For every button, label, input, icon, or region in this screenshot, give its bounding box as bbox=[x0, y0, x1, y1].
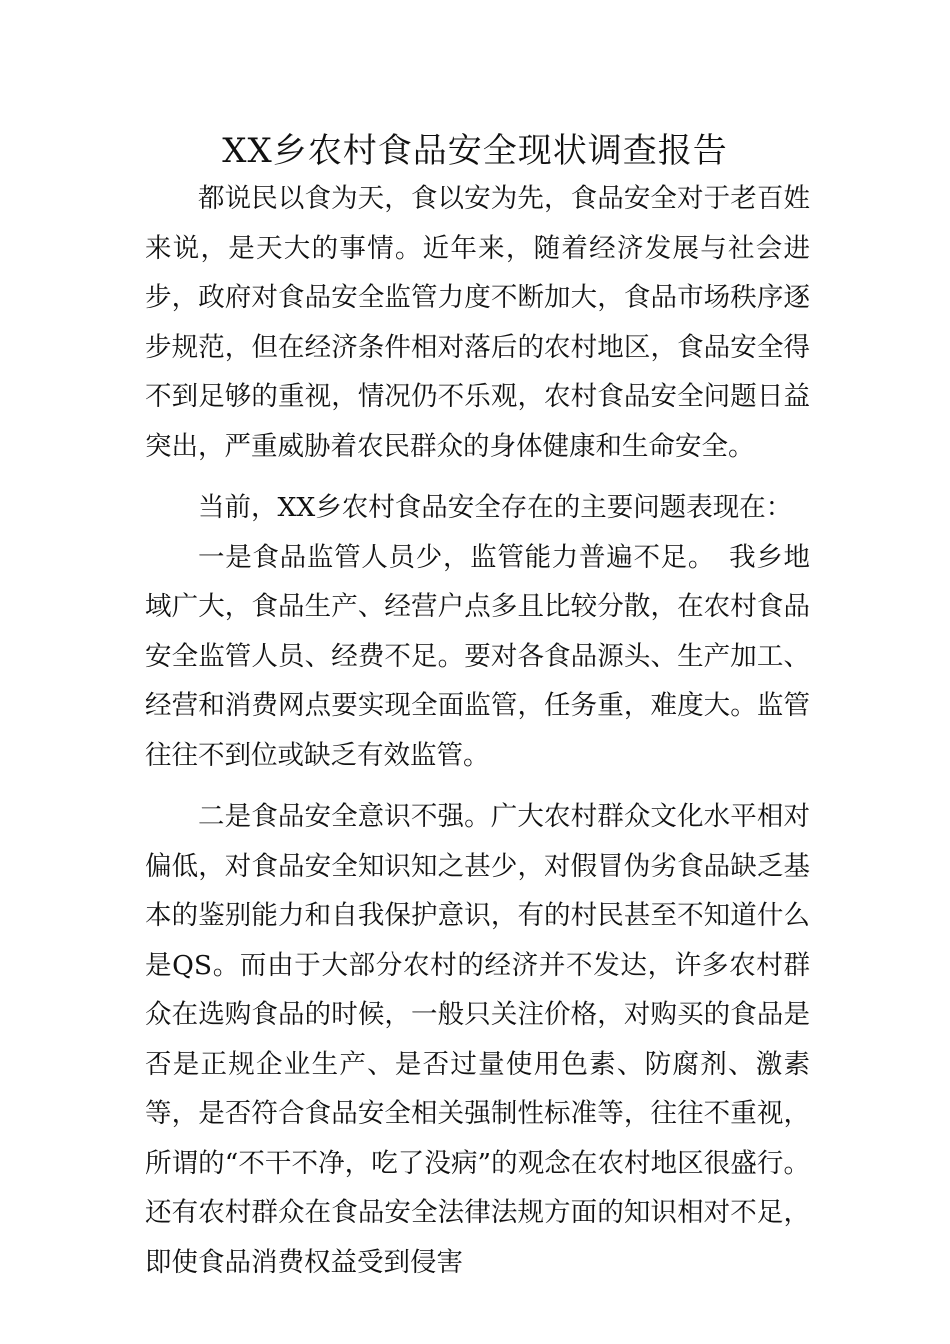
paragraph-problem-one: 一是食品监管人员少，监管能力普遍不足。 我乡地域广大，食品生产、经营户点多且比较分散，在农村食品安全监管人员、经费不足。要对各食品源头、生产加工、经营和消费网点要实现全面监管，任务重，难度大。监管往往不到位或缺乏有效监管。 bbox=[145, 541, 810, 771]
paragraph-problem-two: 二是食品安全意识不强。广大农村群众文化水平相对偏低，对食品安全知识知之甚少，对假冒伪劣食品缺乏基本的鉴别能力和自我保护意识，有的村民甚至不知道什么是QS。而由于大部分农村的经济并不发达，许多农村群众在选购食品的时候，一般只关注价格，对购买的食品是否是正规企业生产、是否过量使用色素、防腐剂、激素等，是否符合食品安全相关强制性标准等，往往不重视，所谓的“不干不净，吃了没病”的观念在农村地区很盛行。还有农村群众在食品安全法律法规方面的知识相对不足，即使食品消费权益受到侵害 bbox=[145, 801, 810, 1278]
document-title: XX乡农村食品安全现状调查报告 bbox=[222, 131, 728, 171]
document-body bbox=[145, 174, 810, 1287]
paragraph-problems-heading: 当前，XX乡农村食品安全存在的主要问题表现在： bbox=[198, 492, 793, 523]
paragraph-intro: 都说民以食为天，食以安为先，食品安全对于老百姓来说，是天大的事情。近年来，随着经济发展与社会进步，政府对食品安全监管力度不断加大，食品市场秩序逐步规范，但在经济条件相对落后的农村地区，食品安全得不到足够的重视，情况仍不乐观，农村食品安全问题日益突出，严重威胁着农民群众的身体健康和生命安全。 bbox=[145, 183, 810, 462]
